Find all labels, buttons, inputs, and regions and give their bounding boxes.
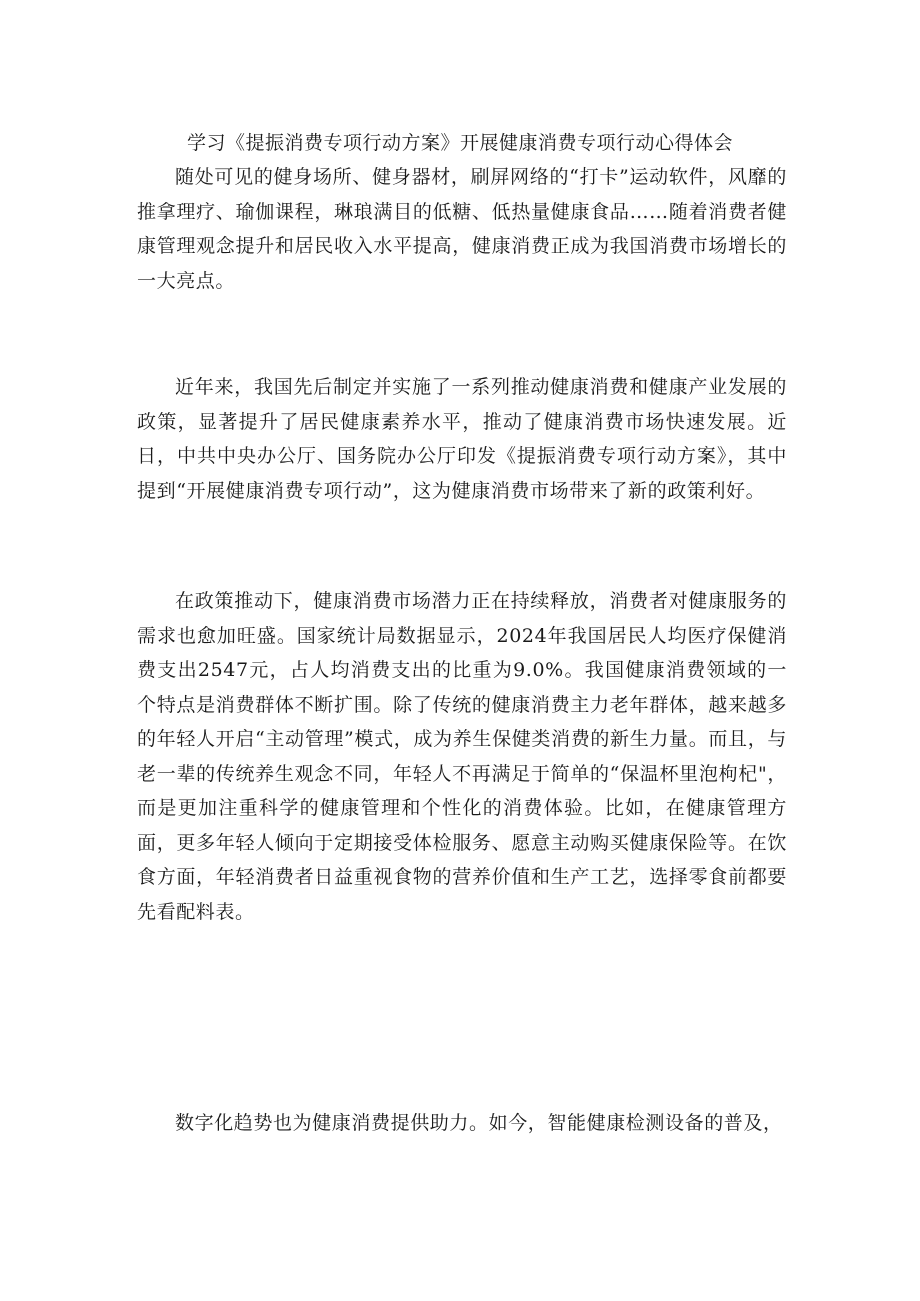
document-title: 学习《提振消费专项行动方案》开展健康消费专项行动心得体会: [186, 132, 733, 154]
paragraph-3: 在政策推动下，健康消费市场潜力正在持续释放，消费者对健康服务的需求也愈加旺盛。国家统计局数据显示，2024年我国居民人均医疗保健消费支出2547元，占人均消费支出的比重为9.0%。我国健康消费领域的一个特点是消费群体不断扩围。除了传统的健康消费主力老年群体，越来越多的年轻人开启“主动管理”模式，成为养生保健类消费的新生力量。而且，与老一辈的传统养生观念不同，年轻人不再满足于简单的“保温杯里泡枸杞"，而是更加注重科学的健康管理和个性化的消费体验。比如，在健康管理方面，更多年轻人倾向于定期接受体检服务、愿意主动购买健康保险等。在饮食方面，年轻消费者日益重视食物的营养价值和生产工艺，选择零食前都要先看配料表。: [137, 590, 787, 923]
paragraph-1: 随处可见的健身场所、健身器材，刷屏网络的“打卡”运动软件，风靡的推拿理疗、瑜伽课程，琳琅满目的低糖、低热量健康食品……随着消费者健康管理观念提升和居民收入水平提高，健康消费正成为我国消费市场增长的一大亮点。: [137, 166, 787, 292]
paragraph-4: 数字化趋势也为健康消费提供助力。如今，智能健康检测设备的普及，: [175, 1112, 783, 1134]
paragraph-2: 近年来，我国先后制定并实施了一系列推动健康消费和健康产业发展的政策，显著提升了居民健康素养水平，推动了健康消费市场快速发展。近日，中共中央办公厅、国务院办公厅印发《提振消费专项行动方案》，其中提到“开展健康消费专项行动”，这为健康消费市场带来了新的政策利好。: [137, 376, 787, 502]
